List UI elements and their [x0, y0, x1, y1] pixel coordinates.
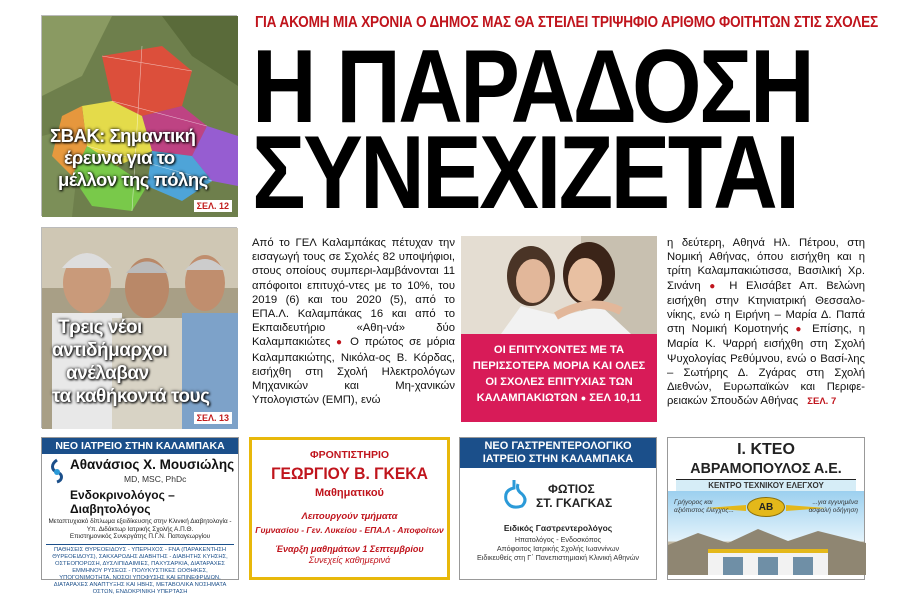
tutor-info: Έναρξη μαθημάτων 1 Σεπτεμβρίου: [275, 544, 424, 554]
caption-line: αντιδήμαρχοι: [52, 340, 168, 361]
page-reference[interactable]: ΣΕΛ. 7: [807, 396, 837, 408]
page-reference: ΣΕΛ 10,11: [589, 392, 642, 404]
ad-gastroenterologist[interactable]: [459, 437, 657, 580]
doctor-surname: ΣΤ. ΓΚΑΓΚΑΣ: [536, 496, 613, 510]
tutor-info: Λειτουργούν τμήματα: [301, 511, 398, 522]
story-deputies-teaser[interactable]: [41, 227, 237, 428]
kteo-subtitle: ΚΕΝΤΡΟ ΤΕΧΝΙΚΟΥ ΕΛΕΓΧΟΥ: [676, 479, 856, 491]
doctor-degrees: MD, MSC, PhDc: [124, 474, 187, 484]
kteo-banner: [668, 491, 864, 575]
tutor-info: Γυμνασίου - Γεν. Λυκείου - ΕΠΑ.Λ - Αποφοίτων: [255, 525, 444, 535]
doctor-logo-icon: [48, 458, 66, 484]
doctor-credentials: [42, 516, 238, 541]
kteo-tagline: [809, 499, 858, 514]
tutor-info: Συνεχείς καθημερινά: [308, 555, 391, 565]
headline-line: Η ΠΑΡΑΔΟΣΗ: [252, 29, 813, 145]
article-text: Ο πρώτος σε μόρια Καλαμπακιώτης, Νικόλα-ος Β. Κόρδας, εισήχθη στη Σχολή Ηλεκτρολόγων Μηχανικών και Μη-χανικών Υπολογιστών (ΕΜΠ), ενώ: [252, 336, 455, 407]
lead-kicker: ΓΙΑ ΑΚΟΜΗ ΜΙΑ ΧΡΟΝΙΑ Ο ΔΗΜΟΣ ΜΑΣ ΘΑ ΣΤΕΙΛΕΙ ΤΡΙΨΗΦΙΟ ΑΡΙΘΜΟ ΦΟΙΤΗΤΩΝ ΣΤΙΣ ΣΧΟΛΕΣ: [255, 14, 879, 31]
ad-header: ΦΡΟΝΤΙΣΤΗΡΙΟ: [309, 449, 390, 461]
ad-header-line: ΙΑΤΡΕΙΟ ΣΤΗΝ ΚΑΛΑΜΠΑΚΑ: [482, 453, 634, 465]
kteo-logo-text: ΑΒ: [758, 501, 774, 513]
graduates-caption-box[interactable]: [461, 334, 657, 422]
story-map-teaser[interactable]: [41, 15, 237, 216]
ad-header: [460, 438, 656, 468]
stomach-icon: [500, 478, 530, 514]
tagline-line: αξιόπιστος έλεγχος...: [674, 506, 734, 514]
ad-header: ΝΕΟ ΙΑΤΡΕΙΟ ΣΤΗΝ ΚΑΛΑΜΠΑΚΑ: [42, 438, 238, 454]
doctor-name: Αθανάσιος Χ. Μουσιώλης: [70, 457, 235, 472]
credential-line: Μεταπτυχιακό δίπλωμα εξειδίκευσης στην Κλινική Διαβητολογία - Υπ. Διδάκτωρ Ιατρικής Σχολής Α.Π.Θ.: [48, 518, 232, 533]
doctor-first-name: ΦΩΤΙΟΣ: [548, 482, 595, 496]
bullet-icon: ●: [336, 337, 345, 349]
doctor-specialty: Ενδοκρινολόγος – Διαβητολόγος: [70, 488, 175, 516]
caption-line: έρευνα για το: [64, 147, 175, 168]
story-deputies-caption: [52, 316, 209, 408]
article-column-3: [667, 236, 865, 409]
caption-line: ανέλαβαν: [66, 363, 149, 384]
kteo-tagline: [674, 499, 734, 514]
story-map-caption: [50, 125, 208, 191]
credential-line: Ηπατολόγος - Ενδοσκόπος: [514, 535, 602, 544]
credential-line: Απόφοιτος Ιατρικής Σχολής Ιωαννίνων: [496, 544, 620, 553]
lead-headline[interactable]: [252, 29, 872, 231]
tagline-line: ...για εγγυημένα: [812, 499, 858, 506]
doctor-specialty: Ειδικός Γαστρεντερολόγος: [503, 523, 613, 533]
page-reference[interactable]: ΣΕΛ. 13: [194, 412, 232, 424]
doctor-credentials: [460, 535, 656, 562]
page-reference[interactable]: ΣΕΛ. 12: [194, 200, 232, 212]
graduates-caption: ΟΙ ΕΠΙΤΥΧΟΝΤΕΣ ΜΕ ΤΑ ΠΕΡΙΣΣΟΤΕΡΑ ΜΟΡΙΑ ΚΑΙ ΟΛΕΣ ΟΙ ΣΧΟΛΕΣ ΕΠΙΤΥΧΙΑΣ ΤΩΝ ΚΑΛΑΜΠΑΚΙΩΤΩΝ: [472, 344, 646, 404]
caption-line: τα καθήκοντά τους: [52, 386, 210, 407]
kteo-building-image: [668, 525, 866, 575]
doctor-services: ΠΑΘΗΣΕΙΣ ΘΥΡΕΟΕΙΔΟΥΣ - ΥΠΕΡΗΧΟΣ - FNA (ΠΑΡΑΚΕΝΤΗΣΗ ΘΥΡΕΟΕΙΔΟΥΣ), ΣΑΚΧΑΡΩΔΗΣ ΔΙΑΒΗΤΗΣ - ΔΙΑΒΗΤΗΣ ΚΥΗΣΗΣ, ΟΣΤΕΟΠΟΡΩΣΗ, ΔΥΣΛΙΠΙΔΑΙΜΙΕΣ, ΠΑΧΥΣΑΡΚΙΑ, ΔΙΑΤΑΡΑΧΕΣ ΕΜΜΗΝΟΥ ΡΥΣΕΩΣ - ΠΟΛΥΚΥΣΤΙΚΕΣ ΩΟΘΗΚΕΣ, ΥΠΟΓΟΝΙΜΟΤΗΤΑ, ΝΟΣΟΙ ΥΠΟΦΥΣΗΣ ΚΑΙ ΕΠΙΝΕΦΡΙΔΙΩΝ, ΔΙΑΤΑΡΑΧΕΣ ΑΝΑΠΤΥΞΗΣ ΚΑΙ ΗΒΗΣ, ΜΕΤΑΒΟΛΙΚΑ ΝΟΣΗΜΑΤΑ ΟΣΤΩΝ, ΕΝΔΟΚΡΙΝΙΚΗ ΥΠΕΡΤΑΣΗ: [46, 544, 234, 596]
ad-tutoring[interactable]: [249, 437, 450, 580]
tutor-subject: Μαθηματικού: [315, 487, 384, 499]
ad-header-line: ΝΕΟ ΓΑΣΤΡΕΝΤΕΡΟΛΟΓΙΚΟ: [484, 440, 632, 452]
headline-line: ΣΥΝΕΧΙΖΕΤΑΙ: [252, 115, 798, 231]
caption-line: Τρεις νέοι: [58, 317, 142, 338]
credential-line: Ειδικευθείς στη Γ΄ Πανεπιστημιακή Κλινική Αθηνών: [476, 553, 639, 562]
hugging-women-photo: [461, 236, 657, 334]
article-column-1: [252, 236, 455, 407]
graduates-photo[interactable]: [461, 236, 657, 334]
tagline-line: Γρήγορος και: [674, 499, 713, 506]
tagline-line: ασφαλή οδήγηση: [808, 506, 858, 514]
article-text: Η Ελισάβετ Απ. Βελώνη εισήχθη στην Κτηνιατρική Θεσσαλο-νίκης, ενώ η Ειρήνη – Μαρία Δ. Παπά στη Νομική Κομοτηνής: [667, 279, 866, 336]
bullet-icon: ●: [795, 324, 806, 336]
ad-endocrinologist[interactable]: [41, 437, 239, 595]
ad-kteo[interactable]: [667, 437, 865, 580]
bullet-icon: ●: [709, 280, 721, 292]
tutor-name: ΓΕΩΡΓΙΟΥ Β. ΓΚΕΚΑ: [271, 464, 428, 483]
article-text: η δεύτερη, Αθηνά Ηλ. Πέτρου, στη Νομική Αθήνας, όπου εισήχθη και η τρίτη Καλαμπακιώτισσα, Βασιλική Χρ. Σινάνη: [667, 237, 865, 292]
caption-line: ΣΒΑΚ: Σημαντική: [50, 125, 196, 146]
credential-line: Επιστημονικός Συνεργάτης Π.Γ.Ν. Παπαγεωργίου: [69, 533, 211, 541]
article-text: Επίσης, η Μαρία Κ. Ψαρρή εισήχθη στη Σχολή Ψυχολογίας Ρεθύμνου, ενώ ο Βασί-λης – Σωτήρης Δ. Ζγάρας στη Σχολή Διεθνών, Ευρωπαϊκών και Περιφε-ρειακών Σπουδών Αθήνας: [667, 323, 866, 408]
article-text: Από το ΓΕΛ Καλαμπάκας πέτυχαν την εισαγωγή τους σε Σχολές 82 υποψήφιοι, στους οποίους συμπερι-λαμβάνονται 11 απόφοιτοι επιτυχό-ντες με το 10%, του 2019 (6) και του 2020 (5), από το ΕΠΑ.Λ. Καλαμπάκας 16 και από το Εκπαιδευτήριο «Αθη-νά» δύο Καλαμπακιώτες: [252, 237, 455, 349]
kteo-title: Ι. ΚΤΕΟ: [737, 441, 795, 458]
bullet-icon: ●: [580, 393, 587, 403]
kteo-company: ΑΒΡΑΜΟΠΟΥΛΟΣ Α.Ε.: [690, 460, 842, 477]
caption-line: μέλλον της πόλης: [58, 169, 208, 190]
